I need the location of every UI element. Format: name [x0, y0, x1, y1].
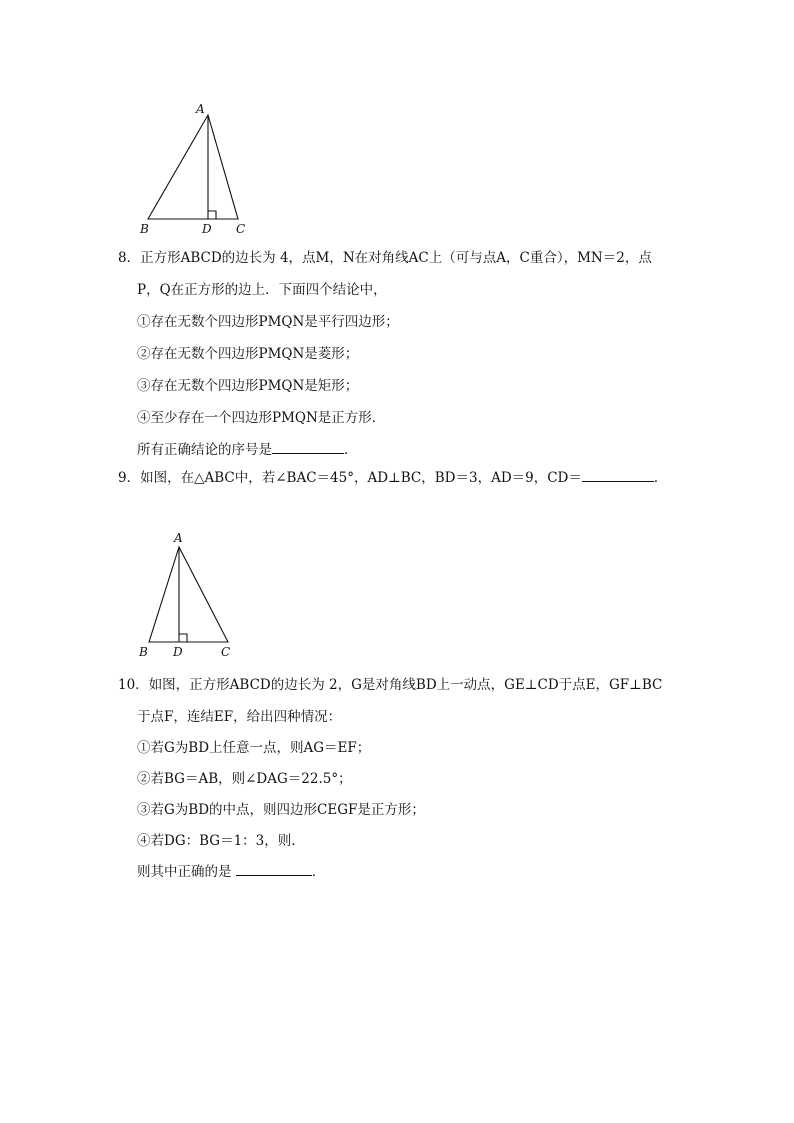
q10-answer-end: ．	[311, 864, 326, 880]
q10-stem-line1: 如图，正方形ABCD的边长为 2，G是对角线BD上一动点，GE⊥CD于点E，GF⊥BC	[148, 677, 663, 693]
label-c: C	[236, 222, 246, 236]
q10-answer-prompt: 则其中正确的是	[137, 864, 232, 880]
q10-stem-line2: 于点F，连结EF，给出四种情况：	[137, 709, 342, 725]
q8-answer-prompt: 所有正确结论的序号是	[137, 442, 272, 458]
label-c-2: C	[221, 645, 231, 659]
q10-answer-line	[137, 863, 325, 881]
q10-option-3	[137, 801, 425, 819]
q10-number: 10．	[118, 677, 149, 693]
triangle-abc-outline-2	[149, 547, 228, 642]
q8-stem-line1: 正方形ABCD的边长为 4，点M，N在对角线AC上（可与点A，C重合），MN＝2，点	[140, 250, 652, 266]
q9-stem: 如图，在△ABC中，若∠BAC＝45°，AD⊥BC，BD＝3，AD＝9，CD＝	[140, 470, 582, 486]
q10-line-1	[118, 676, 662, 694]
label-d: D	[202, 222, 212, 236]
label-a: A	[196, 102, 205, 116]
right-angle-mark-2	[179, 634, 187, 642]
q10-option-2	[137, 770, 352, 788]
label-b-2: B	[139, 645, 148, 659]
q8-answer-end: ．	[344, 442, 358, 458]
q10-option-4-text: ④若DG：BG＝1：3，则.	[137, 833, 296, 849]
q9-answer-end: ．	[653, 470, 668, 486]
q10-option-1	[137, 739, 370, 757]
q9-number: 9．	[118, 470, 141, 486]
q8-number: 8．	[118, 250, 141, 266]
q8-stem-line2: P，Q在正方形的边上．下面四个结论中，	[137, 282, 387, 298]
q10-option-3-text: ③若G为BD的中点，则四边形CEGF是正方形；	[137, 802, 425, 818]
label-b: B	[140, 222, 149, 236]
label-d-2: D	[173, 645, 183, 659]
q10-line-2	[137, 708, 341, 726]
q8-option-4-text: ④至少存在一个四边形PMQN是正方形．	[137, 410, 386, 426]
q8-option-3-text: ③存在无数个四边形PMQN是矩形；	[137, 378, 359, 394]
q10-option-1-text: ①若G为BD上任意一点，则AG＝EF；	[137, 740, 371, 756]
q8-option-2-text: ②存在无数个四边形PMQN是菱形；	[137, 346, 359, 362]
q8-option-1-text: ①存在无数个四边形PMQN是平行四边形；	[137, 314, 399, 330]
q10-answer-blank[interactable]	[236, 863, 312, 876]
label-a-2: A	[174, 531, 183, 545]
q10-option-4	[137, 832, 296, 850]
q10-option-2-text: ②若BG＝AB，则∠DAG＝22.5°；	[137, 771, 352, 787]
